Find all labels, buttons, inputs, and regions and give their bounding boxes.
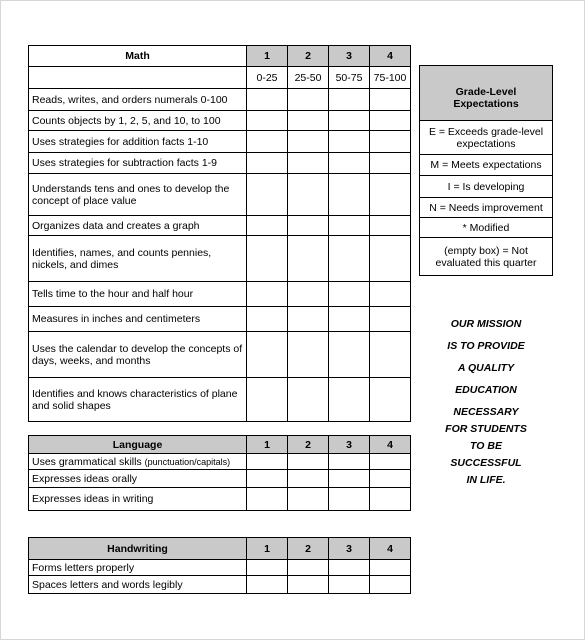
mission-line: FOR STUDENTS [445, 423, 527, 435]
skill-label: Counts objects by 1, 2, 5, and 10, to 100 [29, 111, 247, 131]
math-range-1: 0-25 [247, 67, 288, 89]
grade-cell[interactable] [370, 307, 411, 332]
math-range-2: 25-50 [288, 67, 329, 89]
grade-cell[interactable] [329, 111, 370, 131]
grade-cell[interactable] [247, 307, 288, 332]
grade-cell[interactable] [247, 576, 288, 594]
table-row [29, 111, 411, 131]
handwriting-level-3: 3 [329, 538, 370, 560]
table-row [29, 576, 411, 594]
math-ranges-row [29, 67, 411, 89]
skill-note: (punctuation/capitals) [144, 456, 231, 467]
legend-item: M = Meets expectations [420, 155, 553, 176]
table-row [29, 174, 411, 216]
mission-line: TO BE [470, 440, 502, 452]
math-header-row [29, 46, 411, 67]
grade-cell[interactable] [247, 454, 288, 470]
grade-cell[interactable] [329, 470, 370, 488]
grade-cell[interactable] [247, 488, 288, 511]
grade-cell[interactable] [247, 560, 288, 576]
language-level-2: 2 [288, 436, 329, 454]
legend-item: (empty box) = Not evaluated this quarter [420, 238, 553, 276]
grade-cell[interactable] [288, 153, 329, 174]
grade-cell[interactable] [288, 307, 329, 332]
grade-cell[interactable] [329, 131, 370, 153]
table-row [29, 470, 411, 488]
grade-cell[interactable] [329, 216, 370, 236]
grade-cell[interactable] [247, 111, 288, 131]
skill-label: Understands tens and ones to develop the concept of place value [29, 174, 247, 216]
table-row [29, 89, 411, 111]
language-title: Language [29, 436, 247, 454]
grade-cell[interactable] [329, 378, 370, 422]
language-level-3: 3 [329, 436, 370, 454]
grade-cell[interactable] [370, 111, 411, 131]
grade-cell[interactable] [247, 378, 288, 422]
language-header-row [29, 436, 411, 454]
grade-cell[interactable] [288, 576, 329, 594]
grade-cell[interactable] [329, 153, 370, 174]
math-range-3: 50-75 [329, 67, 370, 89]
grade-cell[interactable] [288, 89, 329, 111]
handwriting-table [28, 537, 411, 594]
skill-label: Organizes data and creates a graph [29, 216, 247, 236]
legend-item: I = Is developing [420, 176, 553, 198]
grade-cell[interactable] [370, 470, 411, 488]
skill-label: Uses strategies for addition facts 1-10 [29, 131, 247, 153]
table-row [29, 307, 411, 332]
handwriting-header-row [29, 538, 411, 560]
grade-cell[interactable] [288, 131, 329, 153]
language-level-1: 1 [247, 436, 288, 454]
grade-cell[interactable] [288, 174, 329, 216]
grade-cell[interactable] [247, 131, 288, 153]
mission-line: NECESSARY [453, 406, 519, 418]
grade-cell[interactable] [288, 236, 329, 282]
grade-cell[interactable] [370, 131, 411, 153]
grade-cell[interactable] [329, 282, 370, 307]
grade-cell[interactable] [247, 216, 288, 236]
legend-title: Grade-Level Expectations [420, 66, 553, 121]
grade-cell[interactable] [288, 454, 329, 470]
grade-cell[interactable] [370, 236, 411, 282]
table-row [29, 216, 411, 236]
legend-item: * Modified [420, 218, 553, 238]
skill-label [29, 454, 247, 470]
math-level-3: 3 [329, 46, 370, 67]
grade-cell[interactable] [370, 282, 411, 307]
legend-item: E = Exceeds grade-level expectations [420, 121, 553, 155]
grade-cell[interactable] [370, 560, 411, 576]
grade-cell[interactable] [329, 454, 370, 470]
grade-cell[interactable] [329, 89, 370, 111]
grade-cell[interactable] [247, 236, 288, 282]
skill-label: Identifies, names, and counts pennies, nickels, and dimes [29, 236, 247, 282]
mission-line: A QUALITY [457, 362, 515, 374]
handwriting-level-2: 2 [288, 538, 329, 560]
table-row [29, 488, 411, 511]
grade-cell[interactable] [329, 307, 370, 332]
skill-label: Forms letters properly [29, 560, 247, 576]
grade-cell[interactable] [329, 488, 370, 511]
grade-cell[interactable] [329, 576, 370, 594]
skill-label: Tells time to the hour and half hour [29, 282, 247, 307]
skill-label: Measures in inches and centimeters [29, 307, 247, 332]
language-table [28, 435, 411, 511]
grade-cell[interactable] [288, 378, 329, 422]
math-range-4: 75-100 [370, 67, 411, 89]
math-title: Math [29, 46, 247, 67]
grade-cell[interactable] [370, 174, 411, 216]
skill-label: Spaces letters and words legibly [29, 576, 247, 594]
grade-cell[interactable] [247, 332, 288, 378]
math-level-2: 2 [288, 46, 329, 67]
grade-cell[interactable] [247, 470, 288, 488]
legend-item: N = Needs improvement [420, 198, 553, 218]
skill-label: Uses strategies for subtraction facts 1-9 [29, 153, 247, 174]
table-row [29, 332, 411, 378]
table-row [29, 378, 411, 422]
grade-cell[interactable] [288, 560, 329, 576]
grade-cell[interactable] [288, 488, 329, 511]
mission-line: EDUCATION [455, 384, 517, 396]
skill-label: Identifies and knows characteristics of plane and solid shapes [29, 378, 247, 422]
mission-line: IS TO PROVIDE [447, 340, 525, 352]
skill-label: Uses the calendar to develop the concepts of days, weeks, and months [29, 332, 247, 378]
skill-main: Uses grammatical skills [32, 455, 142, 468]
grade-cell[interactable] [370, 332, 411, 378]
grade-cell[interactable] [329, 332, 370, 378]
table-row [29, 282, 411, 307]
grade-cell[interactable] [370, 454, 411, 470]
table-row [29, 560, 411, 576]
grade-cell[interactable] [370, 89, 411, 111]
handwriting-title: Handwriting [29, 538, 247, 560]
math-level-4: 4 [370, 46, 411, 67]
grade-cell[interactable] [370, 488, 411, 511]
grade-cell[interactable] [329, 174, 370, 216]
table-row [29, 236, 411, 282]
grade-cell[interactable] [288, 332, 329, 378]
math-level-1: 1 [247, 46, 288, 67]
mission-line: IN LIFE. [466, 474, 506, 486]
grade-cell[interactable] [288, 282, 329, 307]
grade-cell[interactable] [288, 470, 329, 488]
grade-cell[interactable] [247, 282, 288, 307]
grade-cell[interactable] [288, 111, 329, 131]
mission-statement [418, 318, 554, 491]
mission-line: OUR MISSION [450, 318, 522, 330]
mission-line: SUCCESSFUL [450, 457, 522, 469]
grade-cell[interactable] [370, 216, 411, 236]
grade-cell[interactable] [247, 174, 288, 216]
skill-label: Reads, writes, and orders numerals 0-100 [29, 89, 247, 111]
grade-cell[interactable] [370, 576, 411, 594]
legend-table [419, 65, 553, 276]
grade-cell[interactable] [247, 89, 288, 111]
table-row [29, 131, 411, 153]
grade-cell[interactable] [329, 236, 370, 282]
grade-cell[interactable] [370, 378, 411, 422]
language-level-4: 4 [370, 436, 411, 454]
math-table [28, 45, 411, 422]
skill-label: Expresses ideas orally [29, 470, 247, 488]
handwriting-level-1: 1 [247, 538, 288, 560]
handwriting-level-4: 4 [370, 538, 411, 560]
table-row [29, 454, 411, 470]
grade-cell[interactable] [370, 153, 411, 174]
grade-cell[interactable] [247, 153, 288, 174]
grade-cell[interactable] [288, 216, 329, 236]
skill-label: Expresses ideas in writing [29, 488, 247, 511]
table-row [29, 153, 411, 174]
math-ranges-blank [29, 67, 247, 89]
grade-cell[interactable] [329, 560, 370, 576]
